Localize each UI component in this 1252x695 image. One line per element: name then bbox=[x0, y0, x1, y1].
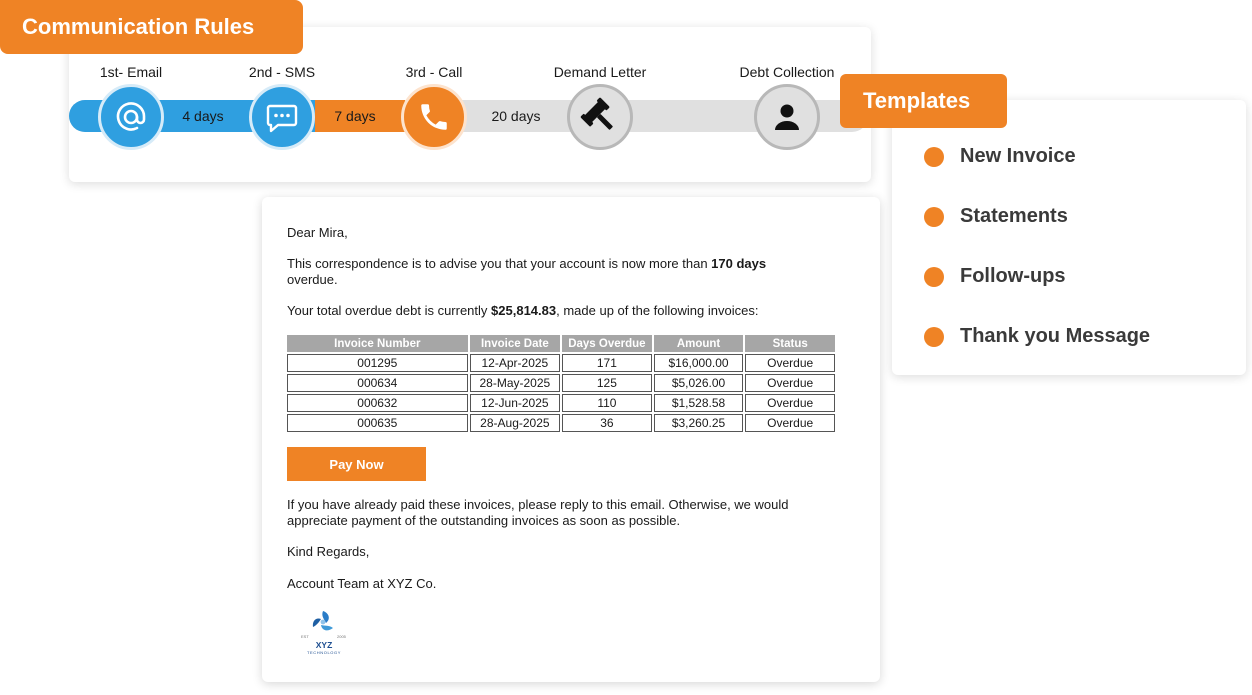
step-label-email: 1st- Email bbox=[99, 64, 163, 80]
total-debt: $25,814.83 bbox=[491, 303, 557, 318]
overdue-days: 170 days bbox=[711, 256, 767, 271]
email-text-span: Your total overdue debt is currently bbox=[287, 303, 492, 318]
table-header-row bbox=[287, 335, 835, 352]
step-demand-letter[interactable] bbox=[567, 84, 633, 150]
step-sms[interactable] bbox=[249, 84, 315, 150]
email-greeting: Dear Mira, bbox=[287, 225, 348, 240]
template-label: Statements bbox=[960, 205, 1068, 227]
table-cell: $3,260.25 bbox=[654, 414, 744, 432]
table-cell: Overdue bbox=[745, 394, 835, 412]
pay-now-button[interactable]: Pay Now bbox=[287, 447, 426, 481]
step-label-debt-collection: Debt Collection bbox=[739, 64, 835, 80]
step-label-demand-letter: Demand Letter bbox=[553, 64, 647, 80]
table-cell: Overdue bbox=[745, 414, 835, 432]
template-label: Thank you Message bbox=[960, 325, 1151, 347]
table-cell: 28-Aug-2025 bbox=[470, 414, 560, 432]
templates-title: Templates bbox=[840, 74, 1007, 128]
bullet-icon bbox=[924, 147, 944, 167]
table-cell: 000634 bbox=[287, 374, 468, 392]
column-header: Invoice Date bbox=[470, 335, 560, 352]
gavel-icon bbox=[580, 97, 620, 137]
communication-rules-title: Communication Rules bbox=[0, 0, 303, 54]
bullet-icon bbox=[924, 327, 944, 347]
email-closing: Kind Regards, bbox=[287, 544, 370, 559]
at-icon bbox=[113, 99, 149, 135]
table-row bbox=[287, 394, 835, 412]
interval-label-3: 20 days bbox=[491, 108, 541, 124]
invoice-table bbox=[285, 333, 837, 434]
svg-text:2005: 2005 bbox=[337, 634, 346, 639]
table-cell: $16,000.00 bbox=[654, 354, 744, 372]
step-label-call: 3rd - Call bbox=[405, 64, 463, 80]
table-cell: 001295 bbox=[287, 354, 468, 372]
email-text-span: appreciate payment of the outstanding invoices as soon as possible. bbox=[287, 513, 681, 528]
step-debt-collection[interactable] bbox=[754, 84, 820, 150]
column-header: Invoice Number bbox=[287, 335, 468, 352]
step-label-sms: 2nd - SMS bbox=[248, 64, 316, 80]
email-text-span: , made up of the following invoices: bbox=[556, 303, 759, 318]
email-paragraph-overdue bbox=[287, 256, 827, 288]
table-cell: Overdue bbox=[745, 354, 835, 372]
table-cell: 36 bbox=[562, 414, 652, 432]
step-call[interactable] bbox=[401, 84, 467, 150]
table-row bbox=[287, 414, 835, 432]
template-item-thank-you[interactable] bbox=[924, 325, 1150, 348]
person-icon bbox=[772, 102, 802, 132]
template-label: Follow-ups bbox=[960, 265, 1066, 287]
template-item-statements[interactable] bbox=[924, 205, 1068, 228]
column-header: Status bbox=[745, 335, 835, 352]
bullet-icon bbox=[924, 267, 944, 287]
interval-label-2: 7 days bbox=[334, 108, 376, 124]
table-cell: 125 bbox=[562, 374, 652, 392]
template-item-new-invoice[interactable] bbox=[924, 145, 1076, 168]
phone-icon bbox=[417, 100, 451, 134]
email-text-span: overdue. bbox=[287, 272, 338, 287]
bullet-icon bbox=[924, 207, 944, 227]
company-logo bbox=[298, 608, 350, 656]
table-cell: 110 bbox=[562, 394, 652, 412]
svg-text:TECHNOLOGY: TECHNOLOGY bbox=[306, 650, 342, 655]
table-cell: 171 bbox=[562, 354, 652, 372]
step-email[interactable] bbox=[98, 84, 164, 150]
table-cell: Overdue bbox=[745, 374, 835, 392]
svg-text:XYZ: XYZ bbox=[315, 640, 333, 650]
table-cell: 12-Jun-2025 bbox=[470, 394, 560, 412]
table-cell: 000635 bbox=[287, 414, 468, 432]
column-header: Amount bbox=[654, 335, 744, 352]
email-paragraph-total bbox=[287, 303, 758, 319]
sms-icon bbox=[264, 99, 300, 135]
template-label: New Invoice bbox=[960, 145, 1076, 167]
email-text-span: This correspondence is to advise you that your account is now more than bbox=[287, 256, 712, 271]
email-signature: Account Team at XYZ Co. bbox=[287, 576, 437, 591]
table-row bbox=[287, 354, 835, 372]
column-header: Days Overdue bbox=[562, 335, 652, 352]
table-cell: $1,528.58 bbox=[654, 394, 744, 412]
table-cell: 28-May-2025 bbox=[470, 374, 560, 392]
table-cell: 000632 bbox=[287, 394, 468, 412]
table-cell: $5,026.00 bbox=[654, 374, 744, 392]
email-text-span: If you have already paid these invoices, please reply to this email. Otherwise, we would bbox=[287, 497, 789, 512]
table-cell: 12-Apr-2025 bbox=[470, 354, 560, 372]
svg-text:EST: EST bbox=[301, 634, 309, 639]
email-paragraph-paid bbox=[287, 497, 788, 529]
interval-label-1: 4 days bbox=[182, 108, 224, 124]
template-item-follow-ups[interactable] bbox=[924, 265, 1066, 288]
table-row bbox=[287, 374, 835, 392]
